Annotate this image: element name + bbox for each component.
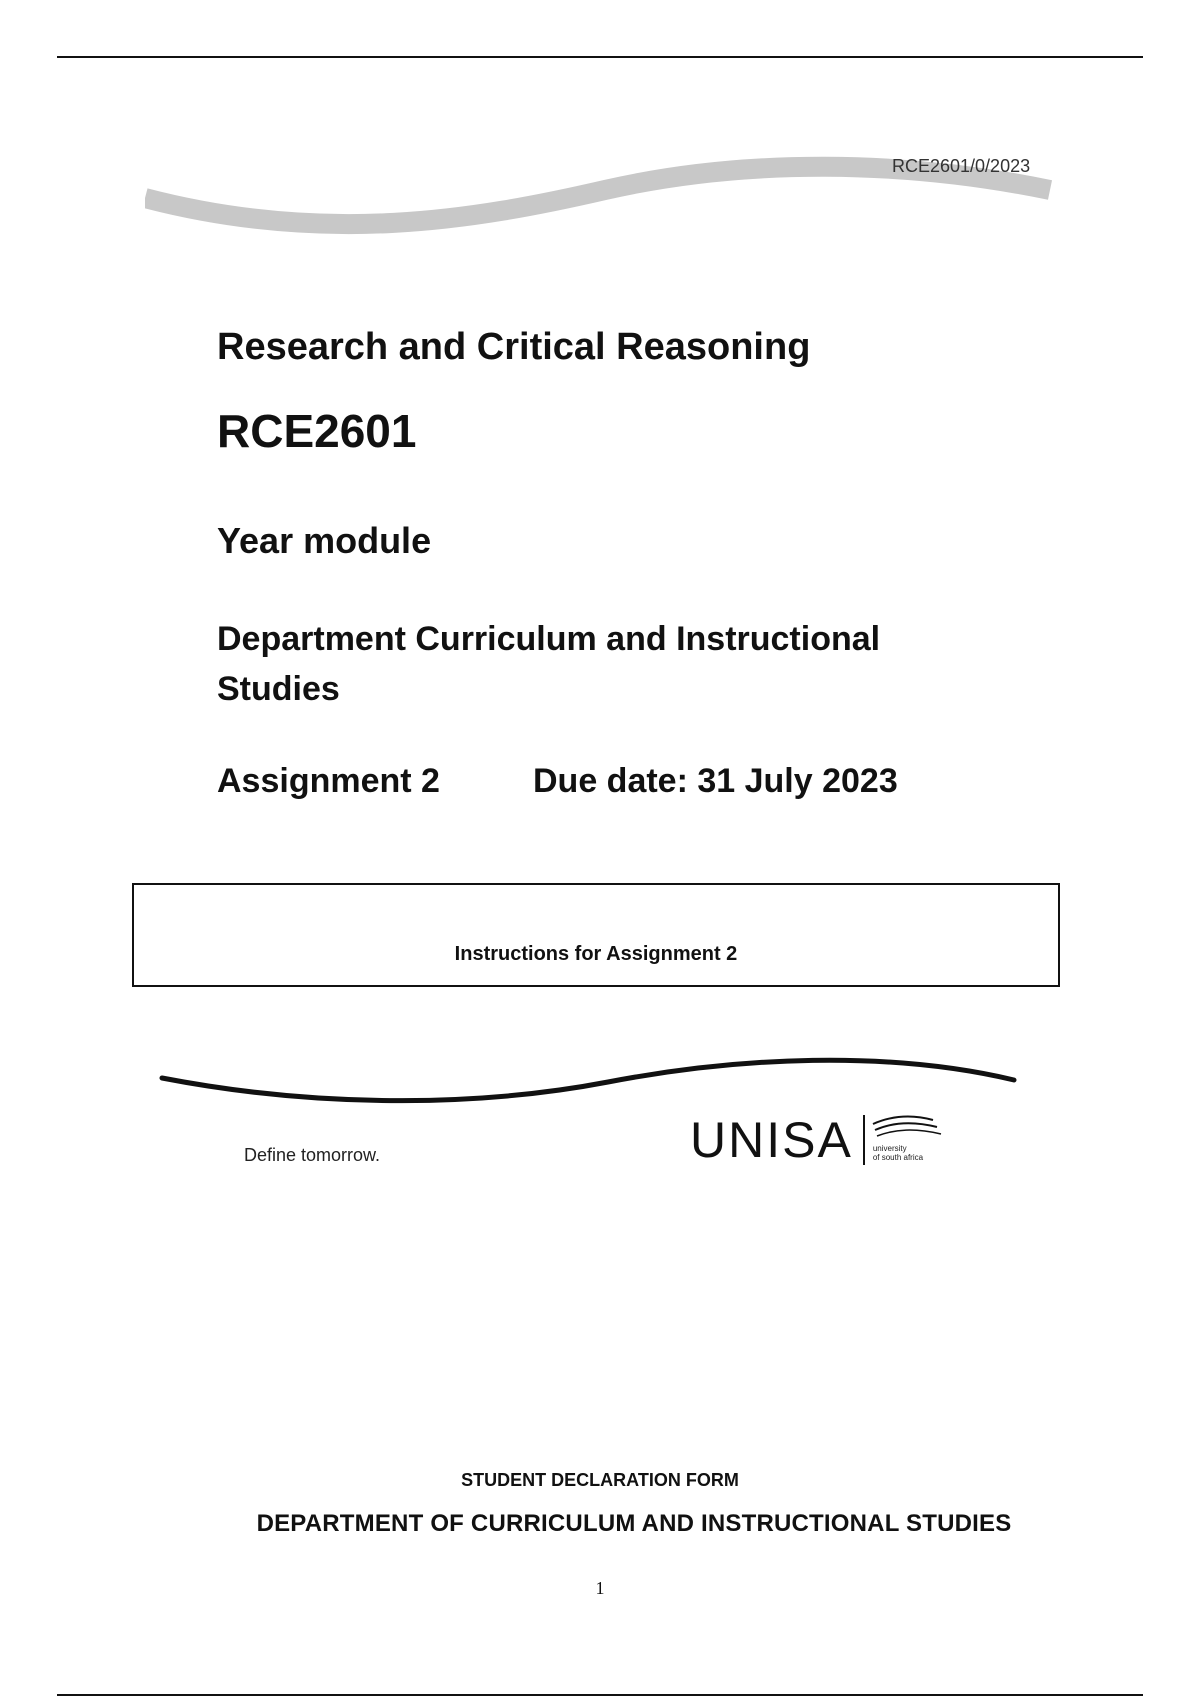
unisa-emblem xyxy=(871,1112,947,1168)
unisa-logo xyxy=(690,1110,947,1170)
module-title: Research and Critical Reasoning xyxy=(217,326,811,368)
page-number: 1 xyxy=(595,1578,605,1598)
declaration-form-title: STUDENT DECLARATION FORM xyxy=(461,1470,739,1490)
department-name: Department Curriculum and Instructional Studies xyxy=(217,620,881,708)
bottom-rule xyxy=(57,1694,1143,1696)
assignment-number: Assignment 2 xyxy=(217,762,440,800)
due-date: Due date: 31 July 2023 xyxy=(533,762,898,800)
unisa-subtitle-line1: university xyxy=(872,1144,907,1153)
unisa-subtitle-line2: of south africa xyxy=(872,1153,924,1162)
top-rule xyxy=(57,56,1143,58)
document-code: RCE2601/0/2023 xyxy=(892,156,1031,176)
module-duration: Year module xyxy=(217,520,432,561)
module-code: RCE2601 xyxy=(217,405,417,457)
department-heading: DEPARTMENT OF CURRICULUM AND INSTRUCTIONAL STUDIES xyxy=(256,1510,1012,1537)
unisa-wordmark: UNISA xyxy=(690,1112,853,1168)
unisa-swoosh-icon xyxy=(871,1112,947,1142)
instructions-heading: Instructions for Assignment 2 xyxy=(454,943,738,965)
instructions-box xyxy=(132,883,1060,987)
logo-separator xyxy=(863,1115,865,1165)
unisa-subtitle xyxy=(873,1144,923,1162)
tagline: Define tomorrow. xyxy=(244,1145,381,1165)
